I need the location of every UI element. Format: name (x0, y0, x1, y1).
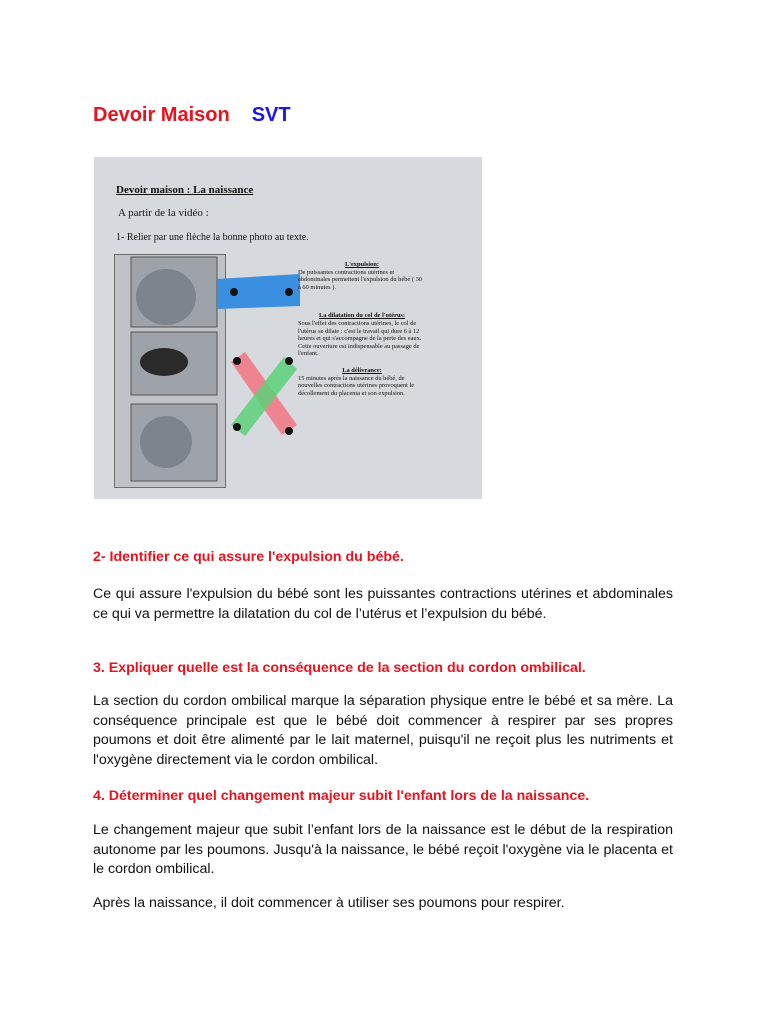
block-body: Sous l'effet des contractions utérines, le col de l'utérus se dilate : c'est le travail qui dure 6 à 12 heures et qui s'accompagne de la perte des eaux. Cette ouverture est indispensable au passage de l'enfant. (298, 319, 422, 358)
block-title: La délivrance: (342, 366, 382, 374)
photo-dilatation-shape (140, 348, 188, 376)
dot (230, 288, 238, 296)
scanned-worksheet-image (94, 157, 482, 499)
block-body: 15 minutes après la naissance du bébé, de nouvelles contractions utérines provoquent le décollement du placenta et son expulsion. (298, 374, 415, 397)
dot (233, 357, 241, 365)
title-svt: SVT (251, 104, 291, 126)
block-title: L'expulsion: (344, 261, 380, 268)
title-devoir-maison: Devoir Maison (93, 104, 230, 126)
question-3-heading: 3. Expliquer quelle est la conséquence de la section du cordon ombilical. (93, 660, 586, 676)
photo-delivrance-shape (140, 416, 192, 468)
answer-3: La section du cordon ombilical marque la séparation physique entre le bébé et sa mère. La conséquence principale est que le bébé doit commencer à respirer par ses propres poumons et doit être alimenté par le lait maternel, puisqu'il ne reçoit plus les nutriments et l'oxygène directement via le cordon ombilical. (93, 693, 673, 768)
dot (285, 427, 293, 435)
question-4-heading: 4. Déterminer quel changement majeur subit l'enfant lors de la naissance. (93, 788, 590, 804)
block-title: La dilatation du col de l'utérus: (318, 312, 406, 320)
scan-text-column (298, 261, 426, 402)
dot (233, 423, 241, 431)
dot (285, 357, 293, 365)
dot (285, 288, 293, 296)
photo-expulsion-shape (136, 269, 196, 325)
answer-2: Ce qui assure l'expulsion du bébé sont les puissantes contractions utérines et abdominales ce qui va permettre la dilatation du col de l’utérus et l’expulsion du bébé. (93, 586, 673, 622)
question-2-heading: 2- Identifier ce qui assure l'expulsion du bébé. (93, 549, 404, 565)
answer-4: Le changement majeur que subit l’enfant lors de la naissance est le début de la respiration autonome par les poumons. Jusqu'à la naissance, le bébé reçoit l'oxygène via le placenta et le cordon ombilical. (93, 822, 673, 877)
scan-instruction: 1- Relier par une flèche la bonne photo au texte. (116, 232, 309, 243)
answer-4-continued: Après la naissance, il doit commencer à utiliser ses poumons pour respirer. (93, 895, 565, 911)
block-body: De puissantes contractions utérines et abdominales permettent l'expulsion du bébé ( 30 à 60 minutes ). (298, 268, 422, 291)
page-title (93, 104, 291, 127)
scan-heading: Devoir maison : La naissance (116, 184, 254, 196)
scan-subheading: A partir de la vidéo : (118, 207, 209, 219)
